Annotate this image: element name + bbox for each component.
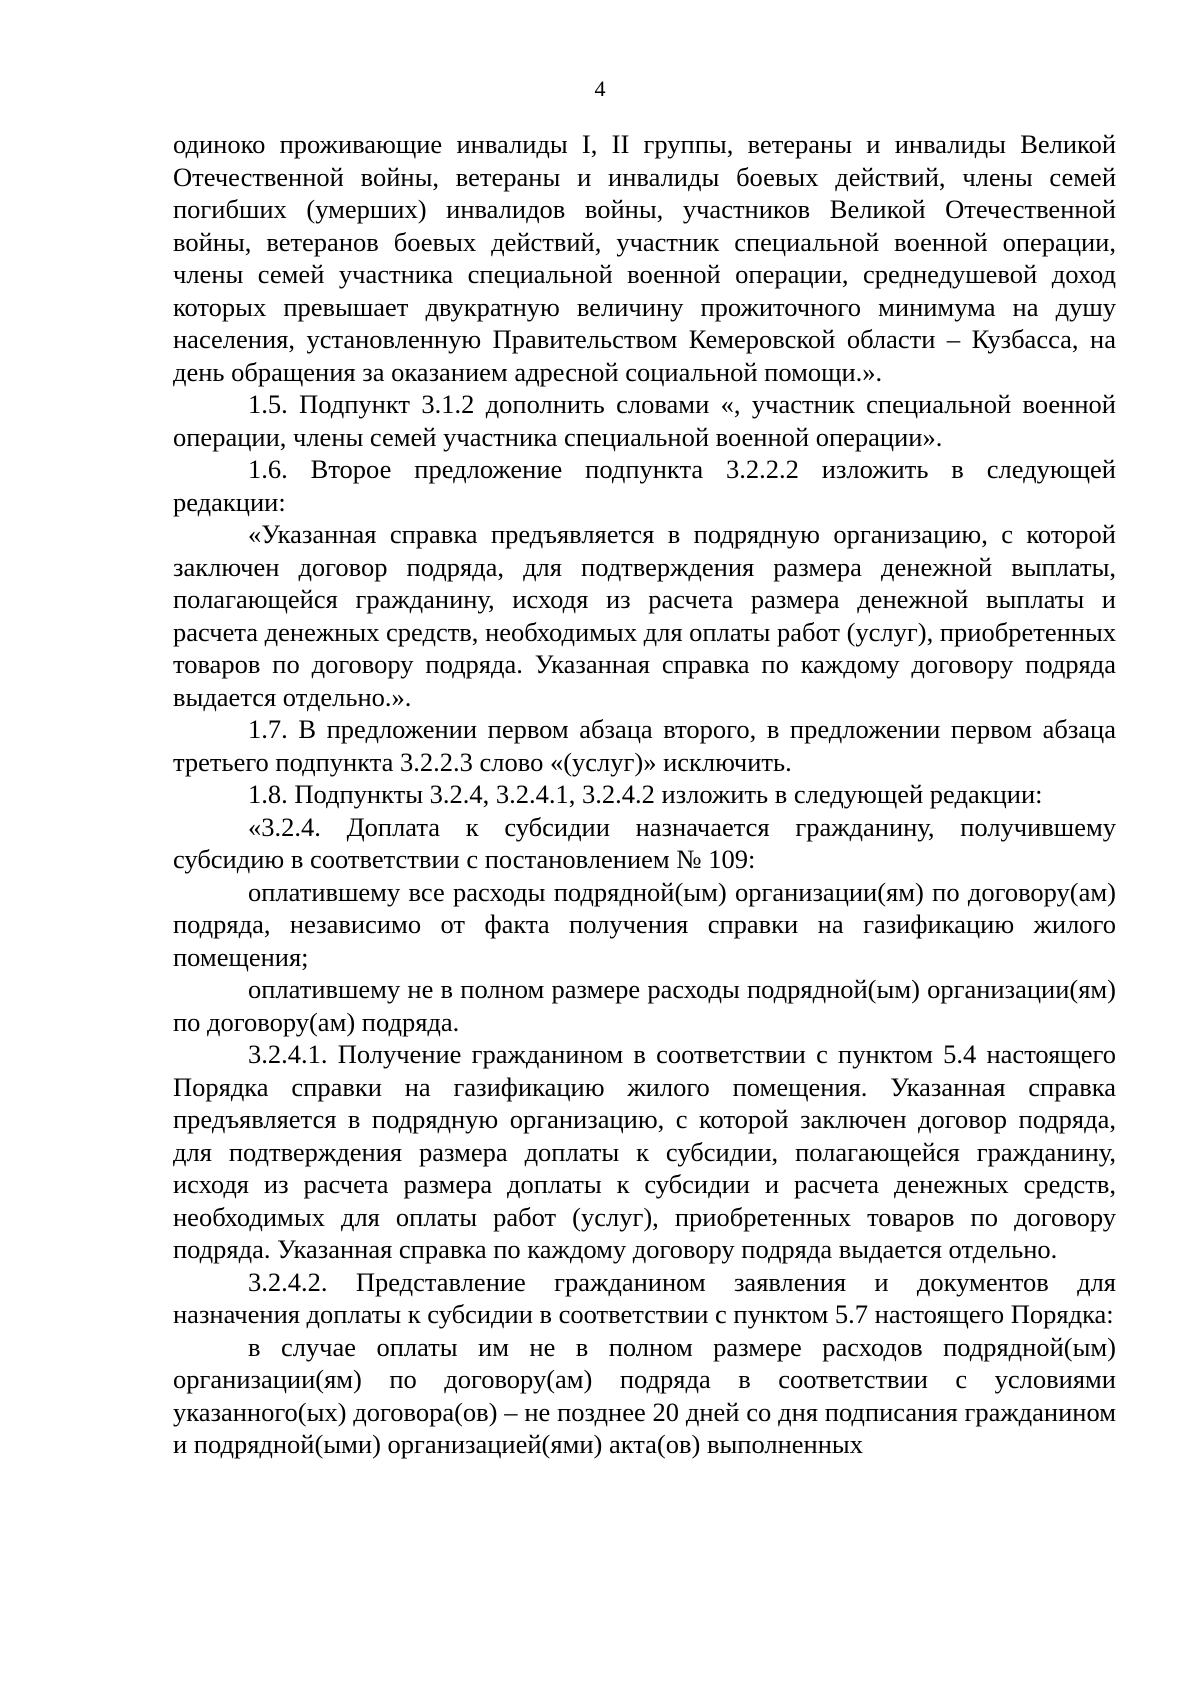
document-body <box>173 128 1116 1461</box>
paragraph-paid-partially: оплатившему не в полном размере расходы подрядной(ым) организации(ям) по договору(ам) подряда. <box>173 974 1116 1037</box>
paragraph-1-8: 1.8. Подпункты 3.2.4, 3.2.4.1, 3.2.4.2 изложить в следующей редакции: <box>248 779 1043 809</box>
paragraph-3-2-4-1: 3.2.4.1. Получение гражданином в соответствии с пунктом 5.4 настоящего Порядка справки на газификацию жилого помещения. Указанная справка предъявляется в подрядную организацию, с которой заключен договор подряда, для подтверждения размера доплаты к субсидии, полагающейся гражданину, исходя из расчета размера доплаты к субсидии и расчета денежных средств, необходимых для оплаты работ (услуг), приобретенных товаров по договору подряда. Указанная справка по каждому договору подряда выдается отдельно. <box>173 1039 1116 1264</box>
paragraph-1-5: 1.5. Подпункт 3.1.2 дополнить словами «, участник специальной военной операции, члены семей участника специальной военной операции». <box>173 389 1116 452</box>
paragraph-1-6: 1.6. Второе предложение подпункта 3.2.2.2 изложить в следующей редакции: <box>173 454 1116 517</box>
paragraph-continuation: одиноко проживающие инвалиды I, II группы, ветераны и инвалиды Великой Отечественной войны, ветераны и инвалиды боевых действий, члены семей погибших (умерших) инвалидов войны, участников Великой Отечественной войны, ветеранов боевых действий, участник специальной военной операции, члены семей участника специальной военной операции, среднедушевой доход которых превышает двукратную величину прожиточного минимума на душу населения, установленную Правительством Кемеровской области – Кузбасса, на день обращения за оказанием адресной социальной помощи.». <box>173 129 1116 387</box>
paragraph-3-2-4-2: 3.2.4.2. Представление гражданином заявления и документов для назначения доплаты к субсидии в соответствии с пунктом 5.7 настоящего Порядка: <box>173 1266 1116 1329</box>
paragraph-1-7: 1.7. В предложении первом абзаца второго, в предложении первом абзаца третьего подпункта 3.2.2.3 слово «(услуг)» исключить. <box>173 714 1116 777</box>
paragraph-partial-payment-case: в случае оплаты им не в полном размере расходов подрядной(ым) организации(ям) по договору(ам) подряда в соответствии с условиями указанного(ых) договора(ов) – не позднее 20 дней со дня подписания гражданином и подрядной(ыми) организацией(ями) акта(ов) выполненных <box>173 1331 1116 1459</box>
paragraph-3-2-4: «3.2.4. Доплата к субсидии назначается гражданину, получившему субсидию в соответствии с постановлением № 109: <box>173 811 1116 874</box>
paragraph-quoted-reference: «Указанная справка предъявляется в подрядную организацию, с которой заключен договор подряда, для подтверждения размера денежной выплаты, полагающейся гражданину, исходя из расчета размера денежной выплаты и расчета денежных средств, необходимых для оплаты работ (услуг), приобретенных товаров по договору подряда. Указанная справка по каждому договору подряда выдается отдельно.». <box>173 519 1116 712</box>
page-number: 4 <box>594 76 606 101</box>
paragraph-paid-all: оплатившему все расходы подрядной(ым) организации(ям) по договору(ам) подряда, независимо от факта получения справки на газификацию жилого помещения; <box>173 876 1116 972</box>
